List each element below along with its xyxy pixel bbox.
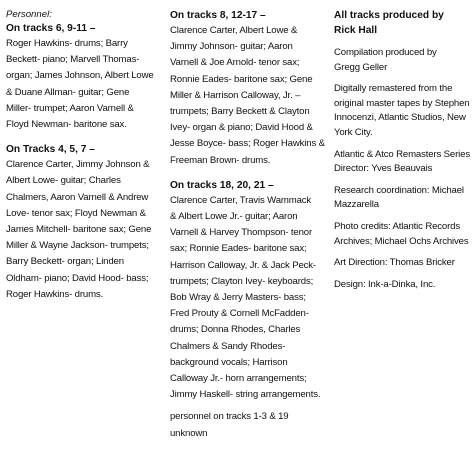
text-line: Albert Lowe- guitar; Charles [6, 175, 121, 187]
text-line: unknown [170, 427, 208, 439]
credit-block [334, 184, 468, 213]
text-line: Bob Wray & Jerry Masters- bass; [170, 292, 306, 304]
text-line: Jesse Boyce- bass; Roger Hawkins & [170, 138, 325, 150]
text-line: Chalmers, Aaron Varnell & Andrew [6, 191, 149, 203]
text-line: Mazzarella [334, 199, 379, 211]
text-line: Varnell & Harvey Thompson- tenor [170, 227, 313, 239]
text-line: trumpets; Barry Beckett & Clayton [170, 106, 310, 118]
text-line: Jimmy Johnson- guitar; Aaron [170, 41, 293, 53]
text-line: Love- tenor sax; Floyd Newman & [6, 207, 146, 219]
text-line: Ronnie Eades- baritone sax; Gene [170, 73, 313, 85]
text-line: & Duane Allman- guitar; Gene [6, 86, 130, 98]
producer-heading [334, 8, 468, 38]
section-heading: On Tracks 4, 5, 7 – [6, 144, 95, 156]
personnel-label: Personnel: [6, 9, 52, 20]
text-line: Roger Hawkins- drums. [6, 288, 104, 300]
credit-block [334, 148, 468, 177]
credit-block [334, 256, 468, 271]
text-line: Research coordination: Michael [334, 184, 464, 196]
section-heading: On tracks 8, 12-17 – [170, 10, 266, 21]
text-line: original master tapes by Stephen [334, 97, 470, 109]
text-line: Ivey- organ & piano; David Hood & [170, 122, 313, 134]
text-line: Varnell & Joe Arnold- tenor sax; [170, 57, 300, 69]
text-line: Clarence Carter, Jimmy Johnson & [6, 159, 150, 171]
text-line: Photo credits: Atlantic Records [334, 220, 460, 232]
text-line: Gregg Geller [334, 61, 388, 73]
text-line: background vocals; Harrison [170, 356, 288, 368]
text-line: Rick Hall [334, 25, 378, 36]
text-line: drums; Donna Rhodes, Charles [170, 324, 301, 336]
text-line: Miller & Harrison Calloway, Jr. – [170, 89, 301, 101]
personnel-list [170, 23, 328, 169]
personnel-list [6, 36, 158, 133]
text-line: Miller- trumpet; Aaron Varnell & [6, 102, 134, 114]
text-line: Beckett- piano; Marvell Thomas- [6, 54, 140, 66]
column-middle [170, 8, 328, 442]
personnel-list [6, 157, 158, 303]
text-line: James Mitchell- baritone sax; Gene [6, 224, 152, 236]
text-line: Chalmers & Sandy Rhodes- [170, 340, 286, 352]
section-heading: On tracks 6, 9-11 – [6, 23, 96, 34]
personnel-note [170, 409, 328, 441]
personnel-list [170, 193, 328, 404]
text-line: Jimmy Haskell- string arrangements. [170, 389, 321, 401]
text-line: Freeman Brown- drums. [170, 154, 271, 166]
text-line: Digitally remastered from the [334, 83, 453, 95]
text-line: Atlantic & Atco Remasters Series [334, 148, 470, 160]
text-line: Floyd Newman- baritone sax. [6, 119, 127, 131]
credit-block [334, 82, 468, 140]
credit-block [334, 46, 468, 75]
text-line: sax; Ronnie Eades- baritone sax; [170, 243, 307, 255]
text-line: Design: Ink-a-Dinka, Inc. [334, 278, 436, 290]
text-line: Oldham- piano; David Hood- bass; [6, 272, 149, 284]
text-line: Barry Beckett- organ; Linden [6, 256, 124, 268]
text-line: All tracks produced by [334, 10, 444, 21]
text-line: Miller & Wayne Jackson- trumpets; [6, 240, 149, 252]
text-line: & Albert Lowe Jr.- guitar; Aaron [170, 211, 298, 223]
text-line: York City. [334, 126, 373, 138]
credit-block [334, 220, 468, 249]
text-line: Clarence Carter, Albert Lowe & [170, 25, 298, 36]
text-line: Archives; Michael Ochs Archives [334, 235, 469, 247]
text-line: organ; James Johnson, Albert Lowe [6, 70, 154, 82]
text-line: Clarence Carter, Travis Wammack [170, 194, 312, 206]
text-line: Roger Hawkins- drums; Barry [6, 38, 128, 49]
text-line: Innocenzi, Atlantic Studios, New [334, 112, 466, 124]
text-line: Fred Prouty & Cornell McFadden- [170, 308, 309, 320]
text-line: personnel on tracks 1-3 & 19 [170, 411, 289, 423]
text-line: Harrison Calloway, Jr. & Jack Peck- [170, 259, 316, 271]
credit-block [334, 278, 468, 293]
text-line: Compilation produced by [334, 47, 437, 58]
text-line: Art Direction: Thomas Bricker [334, 257, 455, 269]
section-heading: On tracks 18, 20, 21 – [170, 179, 274, 191]
text-line: Calloway Jr.- horn arrangements; [170, 373, 307, 385]
column-right [334, 8, 468, 299]
text-line: trumpets; Clayton Ivey- keyboards; [170, 275, 314, 287]
text-line: Director: Yves Beauvais [334, 163, 433, 175]
column-left [6, 8, 158, 303]
